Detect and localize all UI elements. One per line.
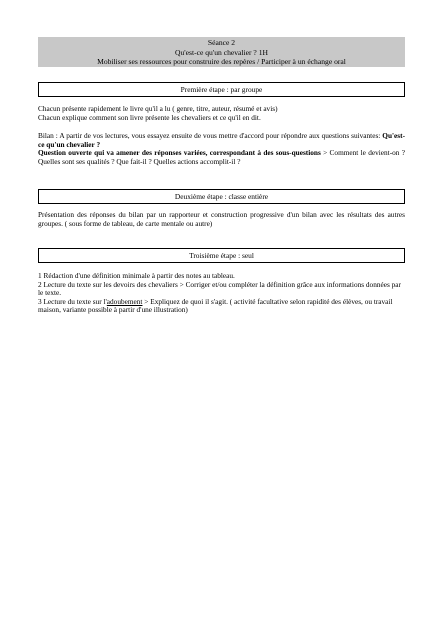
stage3-item-3-start: 3 Lecture du texte sur l' [38,296,107,306]
session-objectives: Mobiliser ses ressources pour construire des repères / Participer à un échange oral [97,57,346,66]
stage3-item-2: 2 Lecture du texte sur les devoirs des chevaliers > Corriger et/ou compléter la définition grâce aux informations données par le texte. [38,279,401,298]
bilan-paragraph [38,132,405,149]
bilan-question: Qu'est-ce qu'un chevalier ? [38,131,405,149]
session-header [38,37,405,67]
open-question-rest: > Comment le devient-on ? Quelles sont ses qualités ? Que fait-il ? Quelles actions accomplit-il ? [38,148,405,166]
stage2-paragraph-1: Présentation des réponses du bilan par un rapporteur et construction progressive d'un bilan avec les résultats des autres groupes. ( sous forme de tableau, de carte mentale ou autre) [38,210,405,228]
bilan-text: Bilan : A partir de vos lectures, vous essayez ensuite de vous mettre d'accord pour répondre aux questions suivantes: [38,131,383,140]
adoubement-word: adoubement [106,296,143,306]
stage3-title: Troisième étape : seul [38,248,405,263]
stage3-item-3-end: > Expliquez de quoi il s'agit. ( activité facultative selon rapidité des élèves, ou travail maison, variante possible à partir d'une illustration) [38,296,393,315]
stage3-instructions [38,272,405,315]
stage2-title: Deuxième étape : classe entière [38,189,405,204]
stage1-paragraph-2: Chacun explique comment son livre présente les chevaliers et ce qu'il en dit. [38,112,261,122]
stage1-bilan [38,132,405,166]
open-question: Question ouverte qui va amener des réponses variées, correspondant à des sous-questions [38,148,321,158]
stage1-title: Première étape : par groupe [38,82,405,97]
stage1-instructions [38,105,405,122]
session-number: Séance 2 [207,38,236,47]
session-title: Qu'est-ce qu'un chevalier ? 1H [175,47,268,57]
stage3-item-1: 1 Rédaction d'une définition minimale à partir des notes au tableau. [38,271,235,280]
stage3-item-3 [38,298,405,315]
stage1-paragraph-1: Chacun présente rapidement le livre qu'il a lu ( genre, titre, auteur, résumé et avis) [38,104,278,113]
open-question-paragraph [38,149,405,166]
stage2-instructions [38,211,405,228]
